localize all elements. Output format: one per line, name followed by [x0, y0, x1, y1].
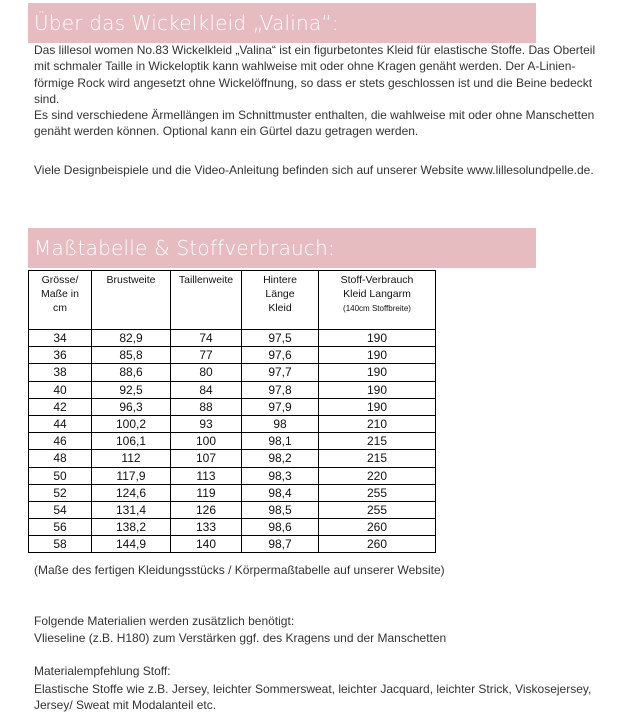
- cell-fabric-usage: 220: [319, 467, 436, 484]
- cell-size: 54: [29, 501, 92, 518]
- size-table-heading: Maßtabelle & Stoffverbrauch:: [34, 236, 335, 260]
- materials-heading: Folgende Materialien werden zusätzlich benötigt:: [34, 614, 295, 628]
- materials-text: Vlieseline (z.B. H180) zum Verstärken ggf. des Kragens und der Manschetten: [34, 631, 447, 645]
- cell-chest: 85,8: [92, 347, 171, 364]
- about-heading-banner: [28, 3, 536, 43]
- cell-size: 42: [29, 398, 92, 415]
- cell-fabric-usage: 210: [319, 415, 436, 432]
- cell-waist: 93: [171, 415, 242, 432]
- cell-fabric-usage: 260: [319, 519, 436, 536]
- table-note: (Maße des fertigen Kleidungsstücks / Körpermaßtabelle auf unserer Website): [34, 563, 445, 577]
- header-size: Grösse/ Maße in cm: [29, 271, 92, 330]
- cell-back-length: 98,6: [242, 519, 319, 536]
- cell-back-length: 98,1: [242, 433, 319, 450]
- table-row: [29, 415, 436, 432]
- cell-waist: 74: [171, 330, 242, 347]
- cell-chest: 82,9: [92, 330, 171, 347]
- intro-paragraph-2: Es sind verschiedene Ärmellängen im Schnittmuster enthalten, die wahlweise mit oder ohne Manschetten genäht werden können. Optional kann ein Gürtel dazu getragen werden.: [34, 108, 595, 139]
- cell-fabric-usage: 190: [319, 398, 436, 415]
- cell-waist: 126: [171, 501, 242, 518]
- size-table-heading-banner: [28, 228, 536, 268]
- about-heading: Über das Wickelkleid „Valina“:: [34, 11, 339, 35]
- size-table: [28, 270, 436, 553]
- cell-fabric-usage: 190: [319, 381, 436, 398]
- cell-waist: 77: [171, 347, 242, 364]
- fabric-recommendation-text: Elastische Stoffe wie z.B. Jersey, leichter Sommersweat, leichter Jacquard, leichter Strick, Viskosejersey, Jersey/ Sweat mit Modalanteil etc.: [34, 682, 592, 713]
- cell-back-length: 97,9: [242, 398, 319, 415]
- cell-fabric-usage: 260: [319, 536, 436, 553]
- cell-chest: 112: [92, 450, 171, 467]
- cell-back-length: 98,3: [242, 467, 319, 484]
- cell-waist: 119: [171, 484, 242, 501]
- intro-paragraphs: [34, 42, 614, 140]
- cell-size: 36: [29, 347, 92, 364]
- table-row: [29, 347, 436, 364]
- cell-back-length: 98,4: [242, 484, 319, 501]
- header-waist: Taillenweite: [171, 271, 242, 330]
- intro-paragraph-1: Das lillesol women No.83 Wickelkleid „Valina“ ist ein figurbetontes Kleid für elastische Stoffe. Das Oberteil mit schmaler Taille in Wickeloptik kann wahlweise mit oder ohne Kragen genäht werden. Der A-Linien-förmige Rock wird angesetzt ohne Wickelöffnung, so dass er stets geschlossen ist und die Beine bedeckt sind.: [34, 43, 596, 106]
- cell-waist: 84: [171, 381, 242, 398]
- cell-chest: 124,6: [92, 484, 171, 501]
- cell-chest: 106,1: [92, 433, 171, 450]
- cell-back-length: 97,7: [242, 364, 319, 381]
- cell-chest: 88,6: [92, 364, 171, 381]
- cell-back-length: 98,2: [242, 450, 319, 467]
- size-table-body: [29, 330, 436, 553]
- table-row: [29, 519, 436, 536]
- cell-size: 44: [29, 415, 92, 432]
- cell-chest: 92,5: [92, 381, 171, 398]
- cell-size: 52: [29, 484, 92, 501]
- table-row: [29, 398, 436, 415]
- cell-size: 58: [29, 536, 92, 553]
- header-fabric-usage: Stoff-Verbrauch Kleid Langarm (140cm Stoffbreite): [319, 271, 436, 330]
- cell-chest: 96,3: [92, 398, 171, 415]
- table-row: [29, 364, 436, 381]
- cell-back-length: 98,5: [242, 501, 319, 518]
- fabric-recommendation-heading: Materialempfehlung Stoff:: [34, 664, 171, 678]
- cell-fabric-usage: 190: [319, 330, 436, 347]
- cell-size: 56: [29, 519, 92, 536]
- cell-back-length: 98: [242, 415, 319, 432]
- cell-fabric-usage: 190: [319, 364, 436, 381]
- cell-chest: 144,9: [92, 536, 171, 553]
- cell-waist: 88: [171, 398, 242, 415]
- table-row: [29, 450, 436, 467]
- cell-waist: 100: [171, 433, 242, 450]
- table-row: [29, 381, 436, 398]
- cell-back-length: 97,8: [242, 381, 319, 398]
- size-table-header-row: [29, 271, 436, 330]
- cell-size: 38: [29, 364, 92, 381]
- cell-chest: 100,2: [92, 415, 171, 432]
- table-row: [29, 536, 436, 553]
- cell-fabric-usage: 215: [319, 450, 436, 467]
- cell-size: 48: [29, 450, 92, 467]
- cell-size: 50: [29, 467, 92, 484]
- cell-waist: 113: [171, 467, 242, 484]
- table-row: [29, 501, 436, 518]
- website-paragraph: Viele Designbeispiele und die Video-Anleitung befinden sich auf unserer Website www.lillesolundpelle.de.: [34, 163, 594, 177]
- table-row: [29, 433, 436, 450]
- cell-chest: 117,9: [92, 467, 171, 484]
- cell-waist: 80: [171, 364, 242, 381]
- cell-size: 40: [29, 381, 92, 398]
- cell-back-length: 97,6: [242, 347, 319, 364]
- cell-chest: 138,2: [92, 519, 171, 536]
- cell-fabric-usage: 215: [319, 433, 436, 450]
- table-row: [29, 467, 436, 484]
- table-row: [29, 484, 436, 501]
- header-back-length: Hintere Länge Kleid: [242, 271, 319, 330]
- cell-fabric-usage: 255: [319, 484, 436, 501]
- cell-chest: 131,4: [92, 501, 171, 518]
- cell-back-length: 97,5: [242, 330, 319, 347]
- cell-fabric-usage: 255: [319, 501, 436, 518]
- cell-waist: 140: [171, 536, 242, 553]
- table-row: [29, 330, 436, 347]
- cell-waist: 107: [171, 450, 242, 467]
- cell-fabric-usage: 190: [319, 347, 436, 364]
- cell-size: 34: [29, 330, 92, 347]
- cell-size: 46: [29, 433, 92, 450]
- cell-waist: 133: [171, 519, 242, 536]
- header-chest: Brustweite: [92, 271, 171, 330]
- cell-back-length: 98,7: [242, 536, 319, 553]
